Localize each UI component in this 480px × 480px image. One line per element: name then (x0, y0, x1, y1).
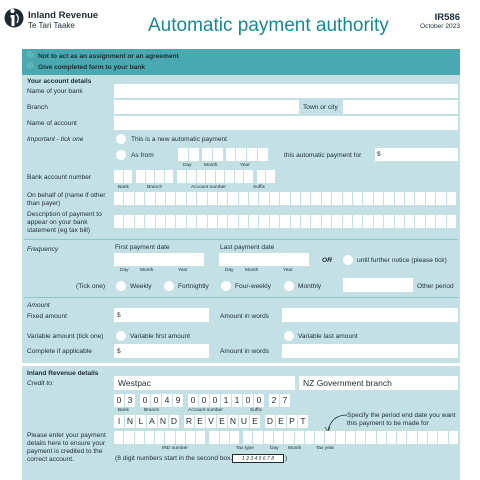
entry-box[interactable] (428, 431, 437, 444)
entry-box[interactable] (322, 192, 331, 205)
entry-box[interactable] (124, 192, 133, 205)
year-label: Year (178, 268, 188, 273)
entry-box[interactable] (301, 192, 310, 205)
entry-box[interactable] (243, 431, 252, 444)
entry-box[interactable] (356, 431, 365, 444)
last-payment-label: Last payment date (220, 244, 275, 251)
entry-box[interactable] (374, 192, 383, 205)
specify-period-note: Specify the period end date you want this payment to be made for (347, 412, 456, 427)
entry-box[interactable] (239, 215, 248, 228)
entry-box[interactable] (239, 192, 248, 205)
prefilled-box: T (298, 415, 308, 428)
prefilled-box: I (114, 415, 124, 428)
form-title: Automatic payment authority (148, 15, 389, 36)
entry-box[interactable] (187, 192, 196, 205)
prefilled-box: 4 (162, 394, 172, 407)
entry-box[interactable] (305, 431, 314, 444)
suffix-sublabel: Suffix (253, 185, 265, 190)
variable-first-radio[interactable] (116, 331, 126, 341)
prefilled-box: 0 (140, 394, 150, 407)
entry-box[interactable] (166, 192, 175, 205)
entry-box[interactable] (336, 431, 345, 444)
branch-sublabel: Branch (147, 185, 163, 190)
description-label: Description of payment to appear on your bank statement (eg tax bill) (27, 211, 102, 234)
entry-box[interactable] (377, 431, 386, 444)
year-label: Year (283, 268, 293, 273)
town-field[interactable] (343, 100, 458, 114)
variable-first-label: Variable first amount (130, 333, 190, 340)
prefilled-box: E (250, 415, 260, 428)
notice-2: Give completed form to your bank (38, 64, 145, 71)
month-sublabel: Month (288, 446, 302, 451)
info-icon: ⓘ (27, 53, 34, 59)
entry-box[interactable] (135, 215, 144, 228)
prefilled-box: 2 (269, 394, 279, 407)
complete-label: Complete if applicable (27, 348, 92, 355)
entry-box[interactable] (264, 431, 273, 444)
entry-box[interactable] (426, 215, 435, 228)
on-behalf-boxes[interactable] (114, 192, 458, 205)
new-ap-label: This is a new automatic payment (131, 136, 228, 143)
entry-box[interactable] (415, 192, 424, 205)
entry-box[interactable] (114, 192, 123, 205)
bank-account-boxes[interactable] (114, 170, 275, 183)
entry-box[interactable] (197, 215, 206, 228)
entry-box[interactable] (165, 431, 174, 444)
entry-box[interactable] (197, 192, 206, 205)
variable-amount-label: Variable amount (tick one) (27, 333, 104, 340)
name-of-bank-field[interactable] (114, 84, 458, 98)
entry-box[interactable] (311, 215, 320, 228)
entry-box[interactable] (363, 215, 372, 228)
entry-box[interactable] (176, 215, 185, 228)
entry-box[interactable] (270, 192, 279, 205)
entry-box[interactable] (436, 215, 445, 228)
entry-box[interactable] (114, 431, 123, 444)
amount-label: Amount (27, 302, 50, 309)
entry-box[interactable] (135, 431, 144, 444)
entry-box[interactable] (259, 215, 268, 228)
entry-box[interactable] (280, 192, 289, 205)
entry-box[interactable] (405, 215, 414, 228)
entry-box[interactable] (397, 431, 406, 444)
in-words-label: Amount in words (220, 348, 270, 355)
day-sublabel: Day (270, 446, 279, 451)
entry-box[interactable] (447, 215, 456, 228)
entry-box[interactable] (145, 431, 154, 444)
section-heading: Your account details (27, 78, 92, 85)
form-code: IR586 (434, 12, 460, 23)
as-from-radio[interactable] (116, 150, 126, 160)
tax-type-sublabel: Tax type (236, 446, 254, 451)
section-heading: Inland Revenue details (27, 370, 99, 377)
dollar-sign: $ (117, 348, 121, 355)
entry-box[interactable] (291, 192, 300, 205)
entry-box[interactable] (145, 192, 154, 205)
entry-box[interactable] (353, 192, 362, 205)
last-payment-date-field[interactable] (219, 253, 309, 266)
prefilled-box: E (217, 415, 227, 428)
org-name: Inland Revenue (28, 10, 99, 21)
entry-box[interactable] (366, 431, 375, 444)
entry-box[interactable] (274, 431, 283, 444)
until-notice-radio[interactable] (343, 255, 353, 265)
other-period-field[interactable] (343, 278, 413, 292)
prefilled-box: 9 (173, 394, 183, 407)
entry-box[interactable] (253, 431, 262, 444)
org-name-maori: Te Tari Taake (28, 21, 75, 30)
four-weekly-radio[interactable] (221, 281, 231, 291)
prefilled-box: P (287, 415, 297, 428)
entry-box[interactable] (228, 192, 237, 205)
fixed-amount-field[interactable] (114, 308, 209, 322)
suffix-sublabel: Suffix (250, 408, 262, 413)
entry-box[interactable] (374, 215, 383, 228)
prefilled-box: N (159, 416, 167, 426)
as-from-date-boxes[interactable] (178, 148, 268, 161)
branch-sublabel: Branch (144, 408, 160, 413)
day-label: Day (120, 268, 129, 273)
in-words-label: Amount in words (220, 313, 270, 320)
bank-sublabel: Bank (118, 408, 129, 413)
on-behalf-label: On behalf of (name if other than payer) (27, 192, 106, 207)
digit-note: (8 digit numbers start in the second box. (115, 455, 233, 462)
fortnightly-label: Fortnightly (178, 283, 209, 290)
entry-box[interactable] (208, 215, 217, 228)
prefilled-box: N (229, 416, 237, 426)
town-label: Town or city (303, 104, 338, 111)
prefilled-box: V (206, 415, 216, 428)
entry-box[interactable] (295, 431, 304, 444)
prefilled-box: D (266, 416, 274, 426)
as-from-label: As from (131, 152, 154, 159)
example-digits: 1 2 3 4 5 6 7 8 (232, 454, 284, 463)
entry-box[interactable] (343, 192, 352, 205)
prefilled-box: A (147, 415, 157, 428)
entry-box[interactable] (387, 431, 396, 444)
entry-box[interactable] (353, 215, 362, 228)
branch-field[interactable] (114, 100, 299, 114)
entry-box[interactable] (405, 192, 414, 205)
or-label: OR (322, 257, 332, 264)
reference-boxes[interactable] (114, 431, 458, 444)
fortnightly-radio[interactable] (164, 281, 174, 291)
entry-box[interactable] (332, 215, 341, 228)
entry-box[interactable] (332, 192, 341, 205)
prefilled-box: 0 (151, 394, 161, 407)
entry-box[interactable] (156, 215, 165, 228)
prefilled-box: 0 (188, 394, 198, 407)
entry-box[interactable] (114, 215, 123, 228)
inland-revenue-logo (4, 5, 24, 31)
entry-box[interactable] (280, 215, 289, 228)
entry-box[interactable] (176, 192, 185, 205)
prefilled-box: U (240, 416, 248, 426)
dollar-sign: $ (377, 151, 381, 158)
description-boxes[interactable] (114, 215, 458, 228)
day-label: Day (225, 268, 234, 273)
payee-account-boxes (114, 394, 290, 407)
entry-box[interactable] (418, 431, 427, 444)
this-ap-label: this automatic payment for (284, 152, 362, 159)
prefilled-box: 3 (125, 394, 135, 407)
prefilled-box: 1 (232, 394, 242, 407)
entry-box[interactable] (186, 431, 195, 444)
prefilled-box: D (170, 416, 178, 426)
entry-box[interactable] (315, 431, 324, 444)
prefilled-box: 7 (280, 394, 290, 407)
entry-box[interactable] (447, 192, 456, 205)
prefilled-box: E (276, 415, 286, 428)
entry-box[interactable] (436, 192, 445, 205)
weekly-label: Weekly (130, 283, 152, 290)
prefilled-box: L (136, 415, 146, 428)
prefilled-box: 0 (243, 394, 253, 407)
prefilled-box: E (195, 415, 205, 428)
prefilled-box: 0 (199, 394, 209, 407)
credit-to-label: Credit to: (27, 380, 54, 387)
month-label: Month (140, 268, 154, 273)
frequency-label: Frequency (27, 246, 59, 253)
entry-box[interactable] (325, 431, 334, 444)
closing-paren: ) (285, 455, 288, 462)
entry-box[interactable] (346, 431, 355, 444)
tick-one-label: (Tick one) (76, 283, 106, 290)
month-label: Month (204, 163, 218, 168)
day-label: Day (183, 163, 192, 168)
until-notice-label: until further notice (please tick) (357, 257, 447, 264)
account-number-sublabel: Account number (191, 185, 226, 190)
fixed-in-words-field[interactable] (282, 308, 458, 322)
weekly-radio[interactable] (116, 281, 126, 291)
entry-box[interactable] (301, 215, 310, 228)
first-payment-date-field[interactable] (114, 253, 204, 266)
entry-box[interactable] (230, 431, 239, 444)
entry-box[interactable] (343, 215, 352, 228)
new-ap-radio[interactable] (116, 134, 126, 144)
entry-box[interactable] (176, 431, 185, 444)
complete-in-words-field[interactable] (282, 344, 458, 358)
divider (24, 297, 458, 298)
entry-box[interactable] (166, 215, 175, 228)
entry-box[interactable] (124, 431, 133, 444)
payee-branch-value: NZ Government branch (303, 378, 392, 388)
tax-year-sublabel: Tax year (316, 446, 335, 451)
entry-box[interactable] (228, 215, 237, 228)
ird-number-sublabel: IRD number (162, 446, 188, 451)
monthly-radio[interactable] (284, 281, 294, 291)
account-number-sublabel: Account number (188, 408, 223, 413)
monthly-label: Monthly (298, 283, 322, 290)
entry-box[interactable] (270, 215, 279, 228)
prefilled-box: 1 (221, 394, 231, 407)
branch-label: Branch (27, 104, 48, 111)
fixed-amount-label: Fixed amount (27, 313, 67, 320)
entry-box[interactable] (220, 431, 229, 444)
entry-box[interactable] (384, 215, 393, 228)
entry-box[interactable] (187, 215, 196, 228)
notice-1: Not to act as an assignment or an agreement (38, 53, 179, 60)
entry-box[interactable] (156, 192, 165, 205)
other-period-label: Other period (417, 283, 454, 290)
payee-bank-value: Westpac (118, 378, 151, 388)
variable-last-label: Variable last amount (298, 333, 358, 340)
entry-box[interactable] (384, 192, 393, 205)
ap-amount-field[interactable] (375, 148, 458, 161)
month-label: Month (245, 268, 259, 273)
entry-box[interactable] (155, 431, 164, 444)
name-of-account-field[interactable] (114, 116, 458, 130)
prefilled-box: 0 (210, 394, 220, 407)
entry-box[interactable] (395, 215, 404, 228)
entry-box[interactable] (426, 192, 435, 205)
entry-box[interactable] (208, 192, 217, 205)
entry-box[interactable] (322, 215, 331, 228)
entry-box[interactable] (284, 431, 293, 444)
entry-box[interactable] (395, 192, 404, 205)
entry-box[interactable] (415, 215, 424, 228)
entry-box[interactable] (291, 215, 300, 228)
info-icon: ⓘ (27, 64, 34, 70)
entry-box[interactable] (218, 215, 227, 228)
four-weekly-label: Four-weekly (235, 283, 271, 290)
variable-last-radio[interactable] (284, 331, 294, 341)
entry-box[interactable] (311, 192, 320, 205)
first-payment-label: First payment date (115, 244, 170, 251)
year-label: Year (240, 163, 250, 168)
enter-payment-note: Please enter your payment details here to ensure your payment is credited to the correct account. (27, 432, 106, 463)
payee-name-boxes (114, 415, 308, 428)
prefilled-box: R (185, 416, 193, 426)
important-label: Important - tick one (27, 136, 84, 143)
entry-box[interactable] (363, 192, 372, 205)
dollar-sign: $ (117, 312, 121, 319)
entry-box[interactable] (407, 431, 416, 444)
entry-box[interactable] (209, 431, 218, 444)
entry-box[interactable] (196, 431, 205, 444)
bank-sublabel: Bank (118, 185, 129, 190)
entry-box[interactable] (145, 215, 154, 228)
entry-box[interactable] (135, 192, 144, 205)
entry-box[interactable] (259, 192, 268, 205)
prefilled-box: 0 (254, 394, 264, 407)
divider (24, 239, 458, 240)
form-date: October 2023 (420, 23, 460, 30)
complete-amount-field[interactable] (114, 344, 209, 358)
entry-box[interactable] (249, 192, 258, 205)
name-of-bank-label: Name of your bank (27, 88, 83, 95)
prefilled-box: 0 (114, 394, 124, 407)
name-of-account-label: Name of account (27, 120, 77, 127)
entry-box[interactable] (218, 192, 227, 205)
entry-box[interactable] (438, 431, 447, 444)
bank-acct-label: Bank account number (27, 174, 92, 181)
entry-box[interactable] (449, 431, 458, 444)
entry-box[interactable] (124, 215, 133, 228)
entry-box[interactable] (249, 215, 258, 228)
prefilled-box: N (126, 416, 134, 426)
